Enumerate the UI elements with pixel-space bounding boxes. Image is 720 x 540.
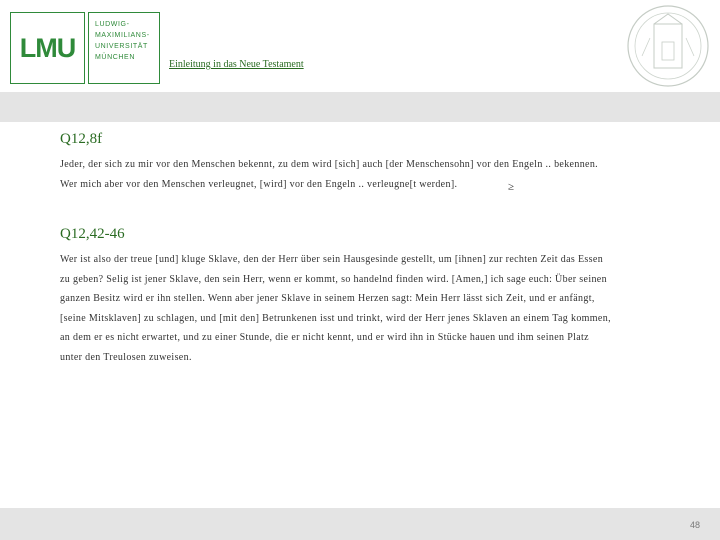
slide-header <box>0 0 720 92</box>
university-line: LUDWIG- <box>95 21 130 28</box>
university-line: MÜNCHEN <box>95 54 135 61</box>
text-line: Wer mich aber vor den Menschen verleugnet, [wird] vor den Engeln .. verleugne[t werden]. <box>60 178 458 190</box>
text-line: ganzen Besitz wird er ihn stellen. Wenn aber jener Sklave in seinem Herzen sagt: Mein Herr lässt sich Zeit, und er anfängt, <box>60 293 595 305</box>
text-line: [seine Mitsklaven] zu schlagen, und [mit den] Betrunkenen isst und trinkt, wird der Herr jenes Sklaven an einem Tag kommen, <box>60 312 611 324</box>
section-text <box>60 250 660 368</box>
university-seal-icon <box>620 2 712 90</box>
text-line: zu geben? Selig ist jener Sklave, den sein Herr, wenn er kommt, so handelnd finden wird. [Amen,] ich sage euch: Über seinen <box>60 273 607 285</box>
text-line: unter den Treulosen zuweisen. <box>60 351 192 363</box>
section-heading: Q12,8f <box>60 131 103 147</box>
university-line: MAXIMILIANS- <box>95 32 150 39</box>
page-number: 48 <box>689 520 700 530</box>
text-line: Jeder, der sich zu mir vor den Menschen bekennt, zu dem wird [sich] auch [der Menschensohn] vor den Engeln .. bekennen. <box>60 159 599 170</box>
greater-equal-symbol: ≥ <box>508 181 515 193</box>
presentation-title[interactable]: Einleitung in das Neue Testament <box>169 59 304 70</box>
header-band <box>0 92 720 122</box>
lmu-logo <box>10 12 85 84</box>
lmu-wordmark: LMU <box>19 32 76 63</box>
section-heading: Q12,42-46 <box>60 226 125 242</box>
text-line: Wer ist also der treue [und] kluge Sklave, den der Herr über sein Hausgesinde gestellt, um [ihnen] zur rechten Zeit das Essen <box>60 254 604 265</box>
section-text <box>60 155 660 194</box>
university-line: UNIVERSITÄT <box>95 43 148 50</box>
text-line: an dem er es nicht erwartet, und zu einer Stunde, die er nicht kennt, und er wird ihn in Stücke hauen und ihm seinen Platz <box>60 332 589 344</box>
slide-footer <box>0 508 720 540</box>
university-name-logo <box>88 12 160 84</box>
